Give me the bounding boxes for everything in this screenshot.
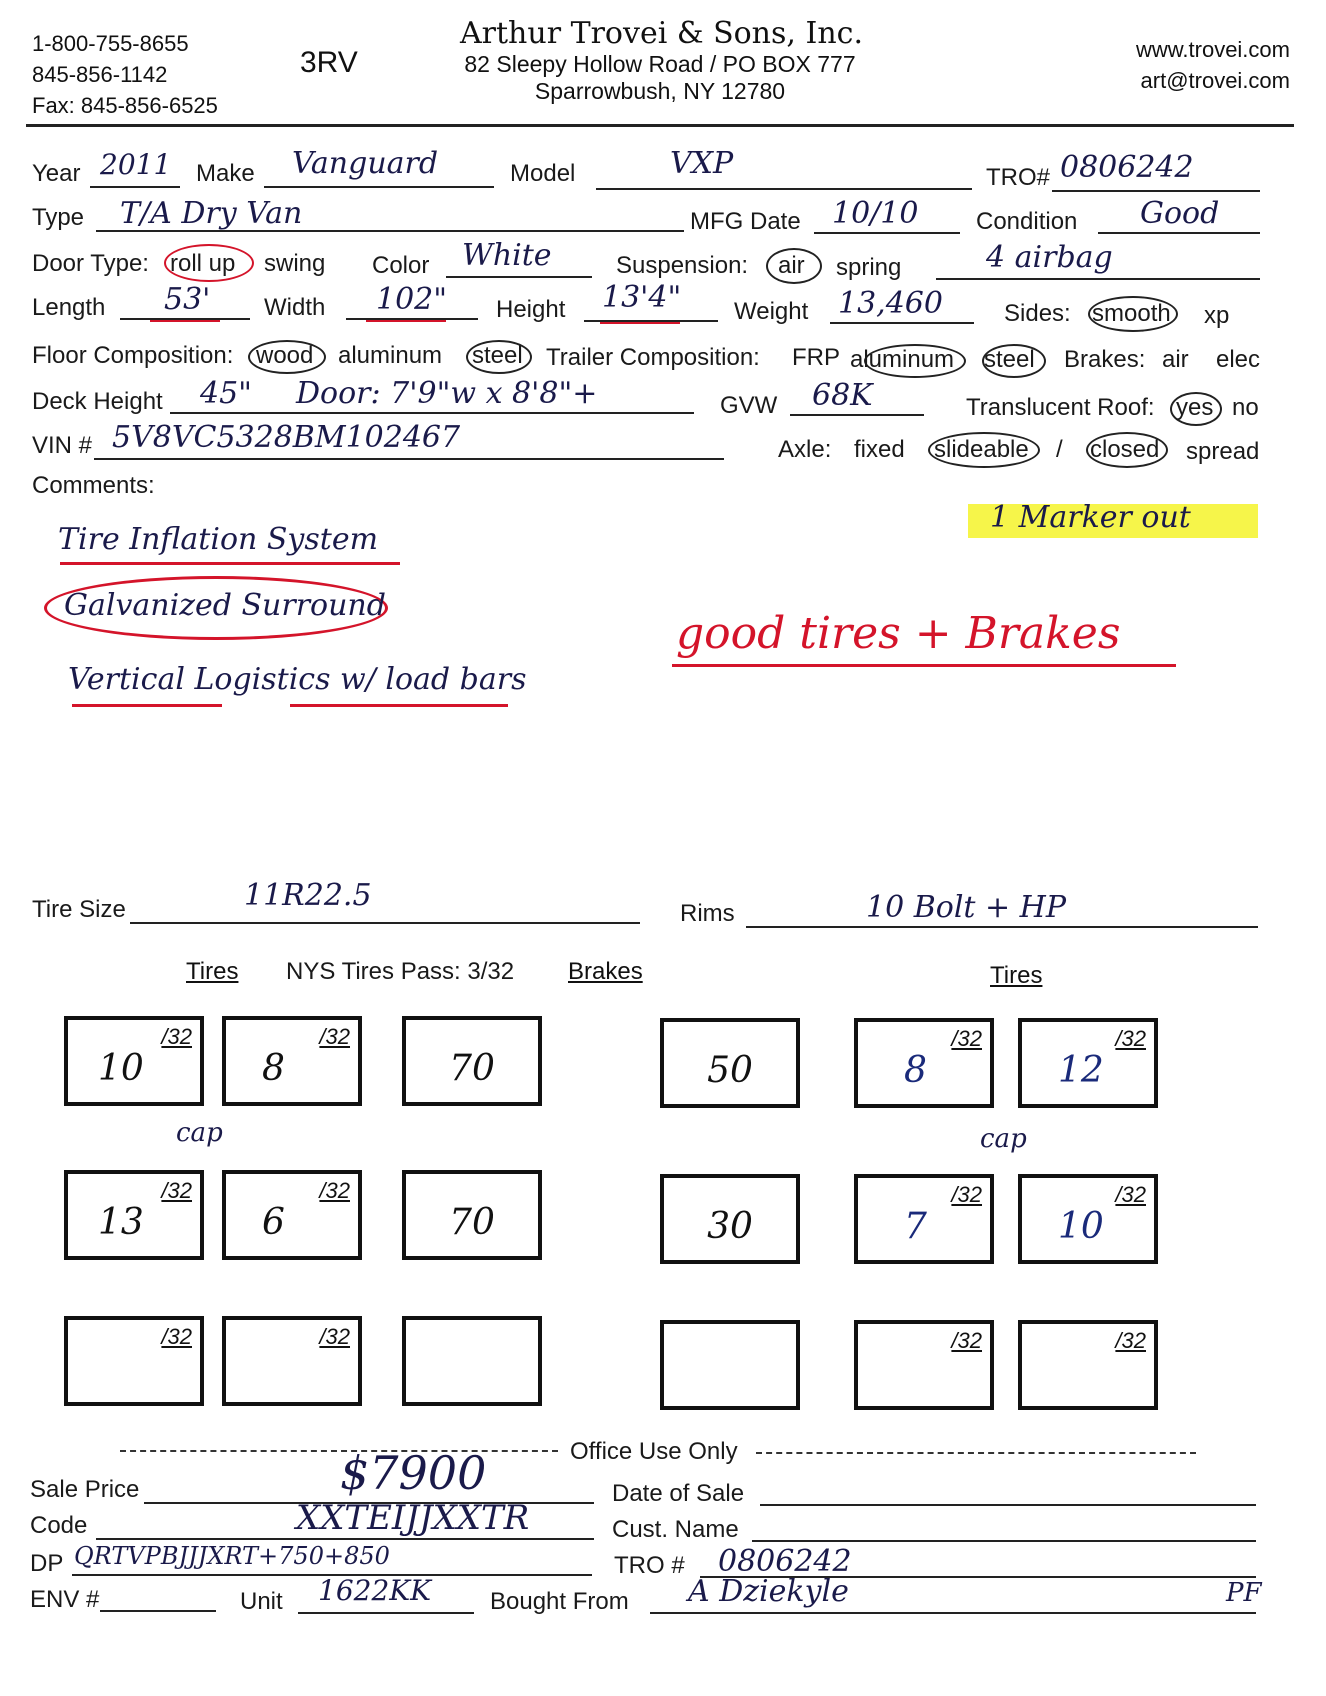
condition-value: Good bbox=[1140, 196, 1220, 231]
slideable-option[interactable]: slideable bbox=[934, 436, 1029, 463]
condition-label: Condition bbox=[976, 208, 1078, 235]
tro2-value: 0806242 bbox=[718, 1544, 852, 1579]
translucent-roof-label: Translucent Roof: bbox=[966, 394, 1155, 421]
color-value: White bbox=[462, 238, 552, 273]
website: www.trovei.com bbox=[1135, 37, 1290, 62]
bought-from-label: Bought From bbox=[490, 1588, 629, 1615]
year-label: Year bbox=[32, 160, 81, 187]
length-label: Length bbox=[32, 294, 106, 321]
gvw-line bbox=[790, 414, 924, 416]
no-option[interactable]: no bbox=[1232, 394, 1259, 421]
color-label: Color bbox=[372, 252, 430, 279]
height-value: 13'4" bbox=[602, 280, 682, 315]
brakes-label: Brakes: bbox=[1064, 346, 1146, 373]
vin-value: 5V8VC5328BM102467 bbox=[112, 420, 461, 455]
tire-box-r3-l2[interactable]: /32 bbox=[222, 1316, 362, 1406]
tire-size-line bbox=[130, 922, 640, 924]
office-dash-left bbox=[120, 1450, 558, 1452]
closed-option[interactable]: closed bbox=[1090, 436, 1160, 463]
marker-note: 1 Marker out bbox=[990, 500, 1191, 535]
roll-up-option[interactable]: roll up bbox=[170, 250, 236, 277]
code-line bbox=[96, 1538, 594, 1540]
dp-label: DP bbox=[30, 1550, 64, 1577]
swing-option[interactable]: swing bbox=[264, 250, 326, 277]
smooth-option[interactable]: smooth bbox=[1092, 300, 1171, 327]
tire-box-r3-r2[interactable]: /32 bbox=[1018, 1320, 1158, 1410]
tire-box-r1-r1[interactable]: /32 8 bbox=[854, 1018, 994, 1108]
brakes-header: Brakes bbox=[568, 958, 643, 985]
comment-3-underline-a bbox=[72, 704, 222, 707]
height-label: Height bbox=[496, 296, 566, 323]
cust-name-label: Cust. Name bbox=[612, 1516, 739, 1543]
height-red-underline bbox=[600, 322, 680, 324]
tire-box-r1-l2[interactable]: /32 8 bbox=[222, 1016, 362, 1106]
brake-box-r3-right[interactable] bbox=[660, 1320, 800, 1410]
yes-option[interactable]: yes bbox=[1176, 394, 1214, 421]
type-label: Type bbox=[32, 204, 85, 231]
tire-box-r2-r2[interactable]: /32 10 bbox=[1018, 1174, 1158, 1264]
date-of-sale-line bbox=[760, 1504, 1256, 1506]
company-address-1: 82 Sleepy Hollow Road / PO BOX 777 bbox=[464, 51, 856, 77]
model-value: VXP bbox=[670, 146, 734, 181]
vin-label: VIN # bbox=[32, 432, 93, 459]
trailer-aluminum-option[interactable]: aluminum bbox=[850, 346, 955, 373]
weight-value: 13,460 bbox=[838, 286, 943, 321]
mfg-date-value: 10/10 bbox=[832, 196, 919, 231]
suspension-note: 4 airbag bbox=[986, 240, 1113, 275]
dp-value: QRTVPBJJJXRT+750+850 bbox=[74, 1542, 390, 1570]
rims-label: Rims bbox=[680, 900, 735, 927]
brake-box-r2-left[interactable]: 70 bbox=[402, 1170, 542, 1260]
cust-name-line bbox=[752, 1540, 1256, 1542]
bought-from-line bbox=[650, 1612, 1256, 1614]
year-line bbox=[90, 186, 180, 188]
sale-price-label: Sale Price bbox=[30, 1476, 140, 1503]
model-line bbox=[596, 188, 972, 190]
trailer-comp-label: Trailer Composition: bbox=[546, 344, 760, 371]
header-divider bbox=[26, 124, 1294, 127]
width-red-underline bbox=[366, 320, 446, 322]
cap-note-left: cap bbox=[176, 1118, 223, 1148]
tires-right-header: Tires bbox=[990, 962, 1043, 989]
tire-box-r3-r1[interactable]: /32 bbox=[854, 1320, 994, 1410]
rims-value: 10 Bolt + HP bbox=[866, 890, 1067, 925]
company-name: Arthur Trovei & Sons, Inc. bbox=[460, 16, 863, 51]
deck-height-value: 45" bbox=[200, 376, 252, 411]
tro-label: TRO# bbox=[986, 164, 1051, 191]
phone-2: 845-856-1142 bbox=[32, 62, 168, 87]
tire-box-r3-l1[interactable]: /32 bbox=[64, 1316, 204, 1406]
model-label: Model bbox=[510, 160, 576, 187]
type-value: T/A Dry Van bbox=[120, 196, 303, 231]
fax-number: Fax: 845-856-6525 bbox=[32, 93, 218, 118]
code-value: XXTEIJJXXTR bbox=[296, 1498, 530, 1538]
length-red-underline bbox=[150, 320, 220, 322]
length-value: 53' bbox=[164, 282, 211, 317]
floor-comp-label: Floor Composition: bbox=[32, 342, 234, 369]
width-label: Width bbox=[264, 294, 326, 321]
office-dash-right bbox=[756, 1452, 1196, 1454]
tire-box-r2-l2[interactable]: /32 6 bbox=[222, 1170, 362, 1260]
date-of-sale-label: Date of Sale bbox=[612, 1480, 745, 1507]
door-size-value: Door: 7'9"w x 8'8"+ bbox=[296, 376, 598, 411]
spread-option[interactable]: spread bbox=[1186, 438, 1260, 465]
tires-left-header: Tires bbox=[186, 958, 239, 985]
trailer-steel-option[interactable]: steel bbox=[984, 346, 1035, 373]
brakes-air-option[interactable]: air bbox=[1162, 346, 1189, 373]
frp-option[interactable]: FRP bbox=[792, 344, 840, 371]
nys-pass-label: NYS Tires Pass: 3/32 bbox=[286, 958, 515, 985]
comment-line-1: Tire Inflation System bbox=[58, 522, 379, 557]
rims-line bbox=[746, 926, 1258, 928]
tire-box-r2-l1[interactable]: /32 13 bbox=[64, 1170, 204, 1260]
comment-1-underline bbox=[60, 562, 400, 565]
cap-note-right: cap bbox=[980, 1124, 1027, 1154]
weight-label: Weight bbox=[734, 298, 809, 325]
comment-3-underline-b bbox=[290, 704, 508, 707]
tire-box-r1-r2[interactable]: /32 12 bbox=[1018, 1018, 1158, 1108]
weight-line bbox=[830, 322, 974, 324]
tro2-label: TRO # bbox=[614, 1552, 685, 1579]
comments-label: Comments: bbox=[32, 472, 155, 499]
phone-1: 1-800-755-8655 bbox=[32, 31, 189, 56]
header-phones bbox=[32, 28, 218, 121]
year-value: 2011 bbox=[100, 148, 172, 181]
suspension-label: Suspension: bbox=[616, 252, 749, 279]
code-label: Code bbox=[30, 1512, 88, 1539]
floor-steel-option[interactable]: steel bbox=[472, 342, 523, 369]
email: art@trovei.com bbox=[1140, 68, 1290, 93]
red-note: good tires + Brakes bbox=[676, 608, 1121, 659]
tro-line bbox=[1052, 190, 1260, 192]
sides-label: Sides: bbox=[1004, 300, 1071, 327]
unit-line bbox=[298, 1612, 474, 1614]
deck-height-label: Deck Height bbox=[32, 388, 163, 415]
mfg-date-label: MFG Date bbox=[690, 208, 801, 235]
condition-line bbox=[1098, 232, 1260, 234]
fixed-option[interactable]: fixed bbox=[854, 436, 905, 463]
vin-line bbox=[94, 458, 724, 460]
xp-option[interactable]: xp bbox=[1204, 302, 1230, 329]
make-label: Make bbox=[196, 160, 255, 187]
header-contacts bbox=[1136, 34, 1290, 96]
axle-slash: / bbox=[1056, 436, 1063, 463]
brake-box-r3-left[interactable] bbox=[402, 1316, 542, 1406]
brake-box-r2-right[interactable]: 30 bbox=[660, 1174, 800, 1264]
brakes-elec-option[interactable]: elec bbox=[1216, 346, 1261, 373]
sale-price-value: $7900 bbox=[340, 1446, 487, 1500]
make-line bbox=[264, 186, 494, 188]
initials-value: PF bbox=[1226, 1578, 1262, 1608]
comment-line-3: Vertical Logistics w/ load bars bbox=[68, 662, 527, 697]
form-code: 3RV bbox=[300, 46, 358, 79]
env-line bbox=[100, 1610, 216, 1612]
office-use-label: Office Use Only bbox=[570, 1438, 738, 1465]
door-type-label: Door Type: bbox=[32, 250, 149, 277]
gvw-value: 68K bbox=[812, 378, 873, 413]
company-address-2: Sparrowbush, NY 12780 bbox=[534, 78, 786, 104]
unit-label: Unit bbox=[240, 1588, 283, 1615]
color-line bbox=[446, 276, 592, 278]
mfg-date-line bbox=[814, 232, 960, 234]
width-value: 102" bbox=[376, 282, 448, 317]
gvw-label: GVW bbox=[720, 392, 778, 419]
axle-label: Axle: bbox=[778, 436, 832, 463]
tire-size-label: Tire Size bbox=[32, 896, 126, 923]
bought-from-value: A Dziekyle bbox=[688, 1574, 849, 1609]
deck-height-line bbox=[170, 412, 694, 414]
tire-box-r1-l1[interactable]: /32 10 bbox=[64, 1016, 204, 1106]
env-label: ENV # bbox=[30, 1586, 100, 1613]
tro-value: 0806242 bbox=[1060, 150, 1194, 185]
spring-option[interactable]: spring bbox=[836, 254, 902, 281]
company-block bbox=[460, 16, 863, 105]
floor-aluminum-option[interactable]: aluminum bbox=[338, 342, 443, 369]
air-option[interactable]: air bbox=[778, 252, 805, 279]
wood-option[interactable]: wood bbox=[256, 342, 314, 369]
comment-line-2: Galvanized Surround bbox=[64, 588, 386, 623]
suspension-line bbox=[936, 278, 1260, 280]
unit-value: 1622KK bbox=[318, 1574, 432, 1607]
tire-box-r2-r1[interactable]: /32 7 bbox=[854, 1174, 994, 1264]
tire-size-value: 11R22.5 bbox=[244, 878, 372, 913]
brake-box-r1-left[interactable]: 70 bbox=[402, 1016, 542, 1106]
brake-box-r1-right[interactable]: 50 bbox=[660, 1018, 800, 1108]
red-note-underline bbox=[672, 664, 1176, 667]
make-value: Vanguard bbox=[292, 146, 439, 181]
